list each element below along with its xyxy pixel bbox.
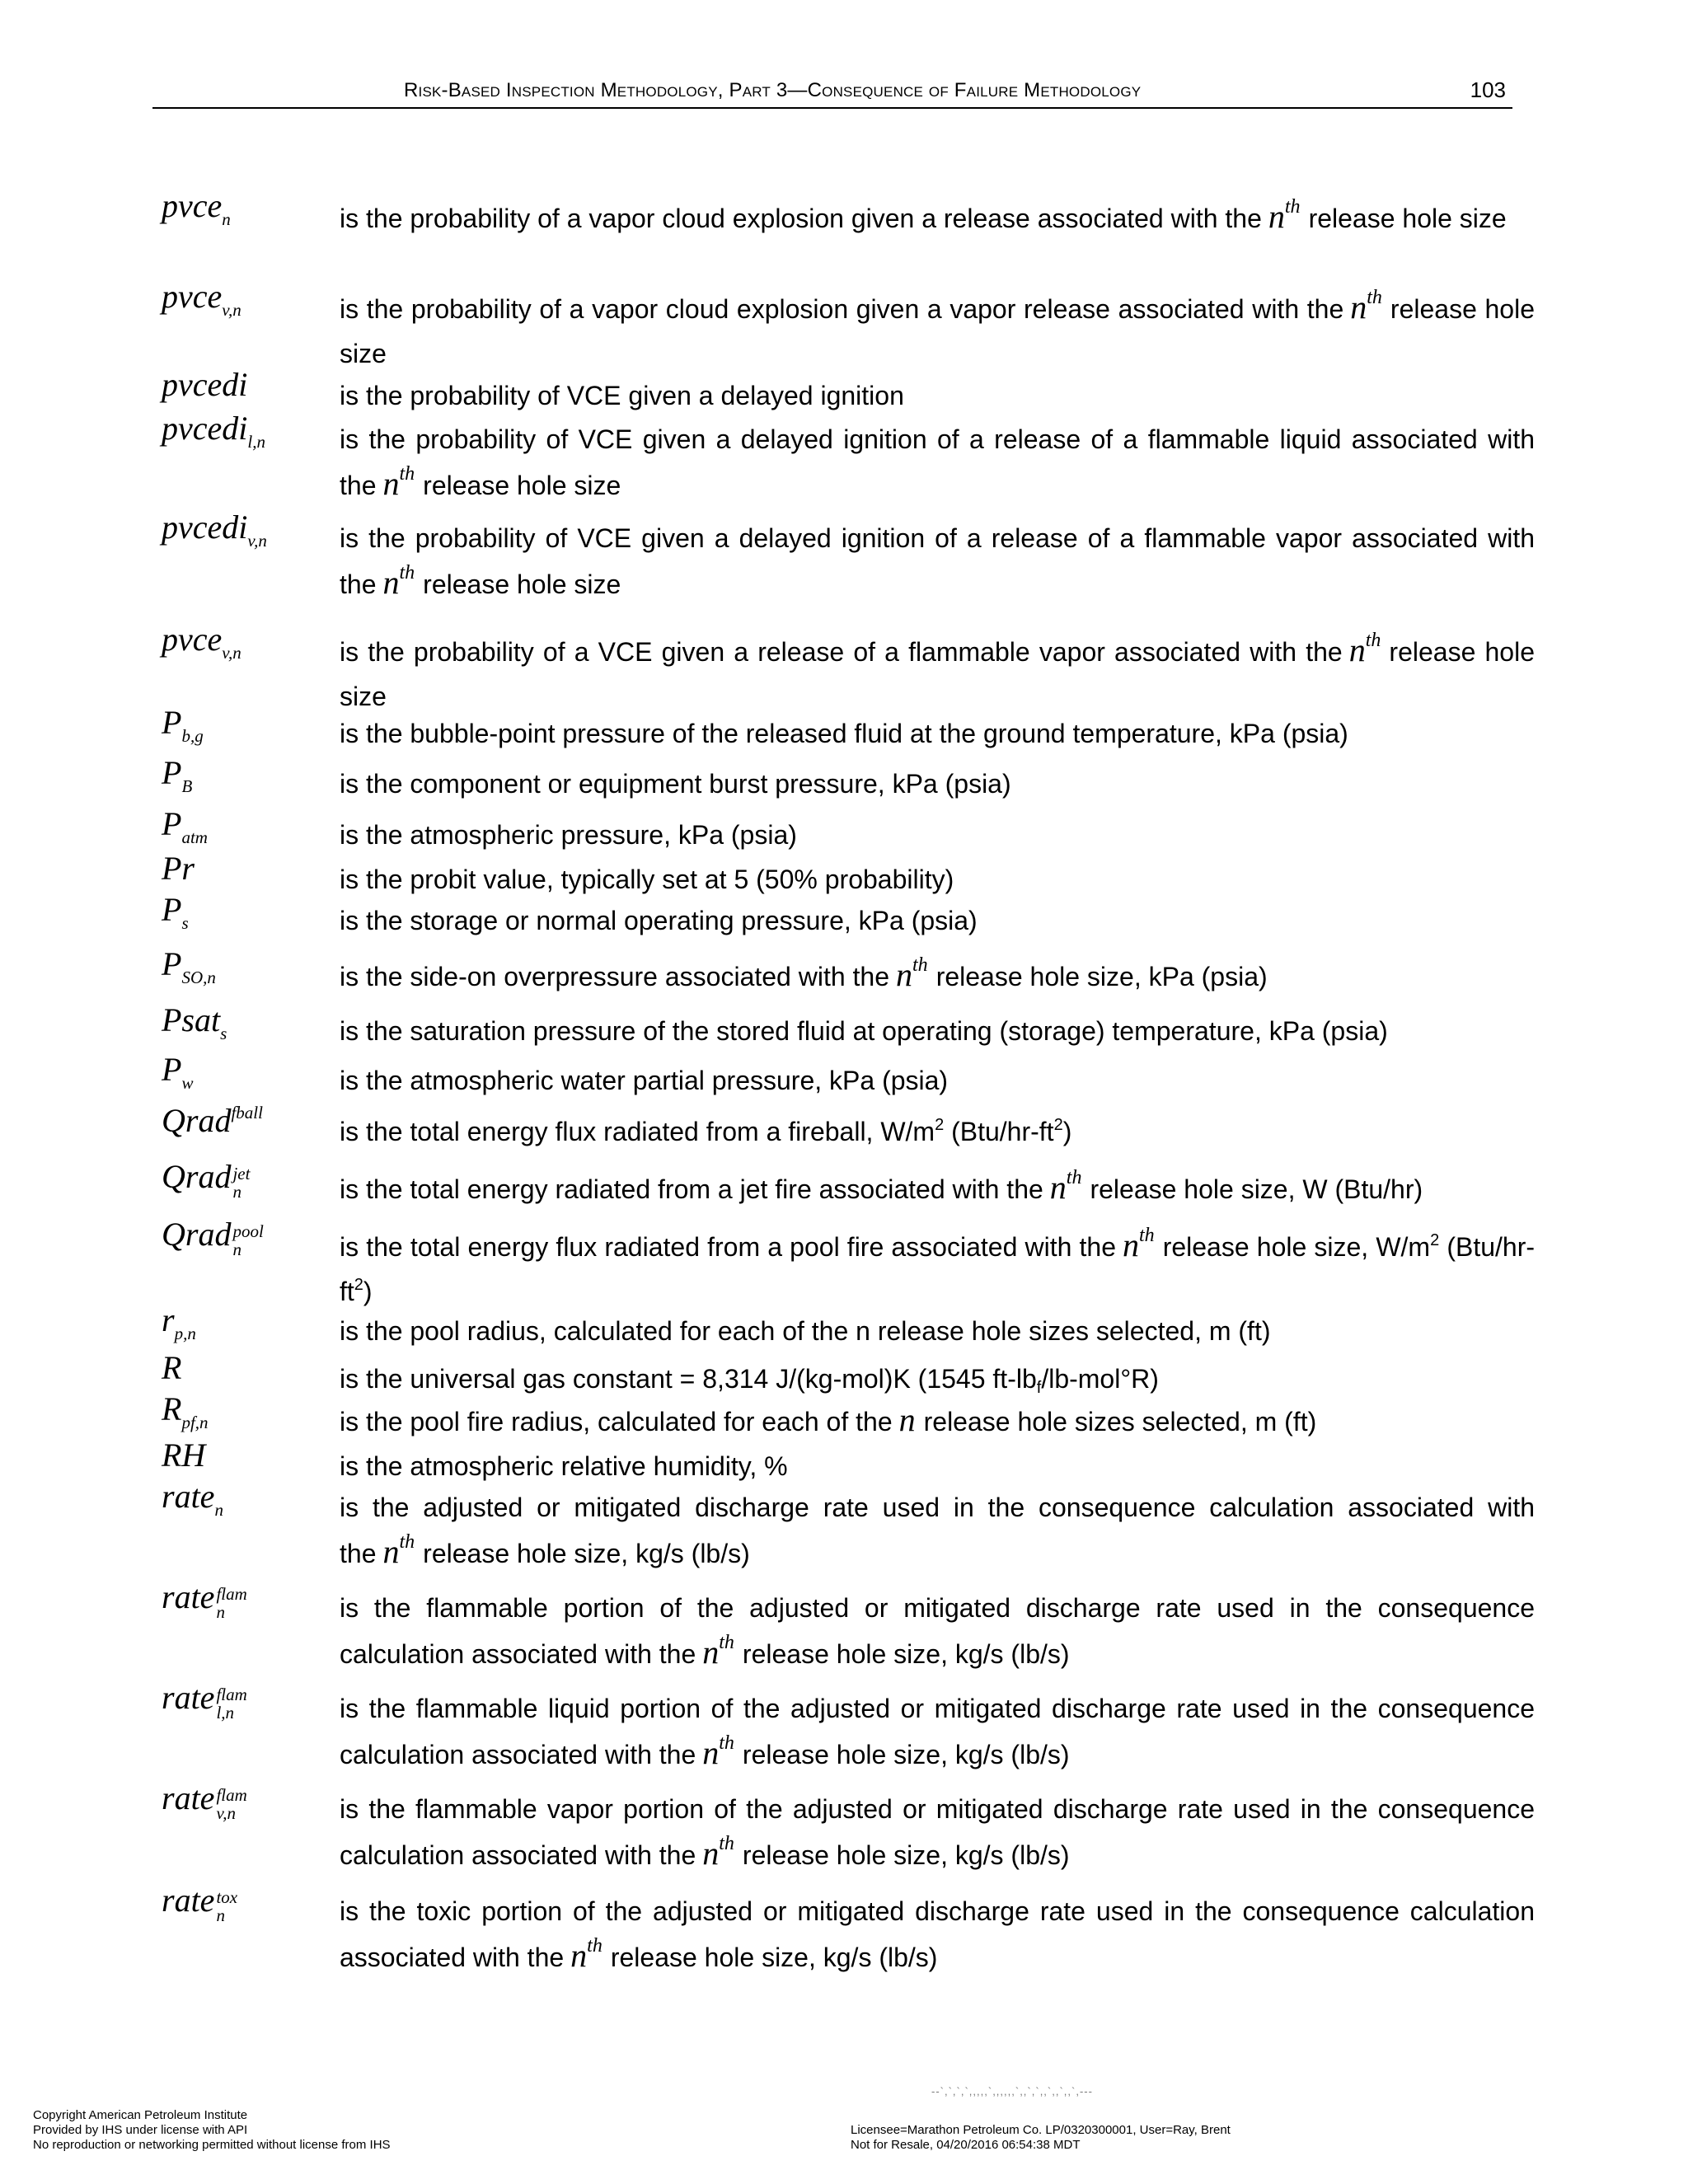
term-definition: is the pool fire radius, calculated for each of the n release hole sizes selected, m (ft) xyxy=(340,1401,1317,1438)
nth-symbol: $n^{th}$ xyxy=(896,954,928,993)
term-definition: is the flammable liquid portion of the adjusted or mitigated discharge rate used in the consequence calculation associated with the $n^{th}$ release hole size, kg/s (lb/s) xyxy=(340,1694,1535,1771)
nth-symbol: $n^{th}$ xyxy=(702,1833,734,1872)
term-symbol: Qrad jet n xyxy=(162,1158,251,1202)
term-symbol: $P_w$ xyxy=(162,1051,194,1093)
term-symbol: $P_B$ xyxy=(162,754,193,796)
term-symbol: rate flam n xyxy=(162,1578,247,1622)
nth-symbol: $n^{th}$ xyxy=(1123,1225,1155,1263)
term-symbol: $P_{atm}$ xyxy=(162,805,208,847)
term-symbol: pvce$_n$ xyxy=(162,187,231,229)
term-symbol: pvcedi$_{l,n}$ xyxy=(162,410,265,452)
term-symbol: pvce$_{v,n}$ xyxy=(162,278,241,320)
term-definition: is the atmospheric relative humidity, % xyxy=(340,1451,788,1481)
term-definition: is the probability of VCE given a delayed ignition of a release of a flammable liquid associated with the $n^{th}$ release hole size xyxy=(340,424,1535,502)
nth-symbol: $n^{th}$ xyxy=(1348,630,1381,668)
term-definition: is the flammable vapor portion of the adjusted or mitigated discharge rate used in the consequence calculation associated with the $n^{th}$ release hole size, kg/s (lb/s) xyxy=(340,1794,1535,1872)
running-header xyxy=(152,77,1512,109)
term-symbol: pvce$_{v,n}$ xyxy=(162,621,241,663)
term-definition: is the total energy flux radiated from a pool fire associated with the $n^{th}$ release hole size, $W/m^2$ $(Btu/hr-ft^2)$ xyxy=(340,1225,1536,1306)
term-definition: is the pool radius, calculated for each of the n release hole sizes selected, m (ft) xyxy=(340,1316,1271,1346)
term-definition: is the side-on overpressure associated with the $n^{th}$ release hole size, kPa (psia) xyxy=(340,954,1268,993)
nth-symbol: $n^{th}$ xyxy=(570,1935,603,1974)
term-definition: is the probability of VCE given a delayed ignition of a release of a flammable vapor associated with the $n^{th}$ release hole size xyxy=(340,523,1535,601)
term-symbol: rate flam v,n xyxy=(162,1779,247,1823)
nth-symbol: $n^{th}$ xyxy=(702,1632,734,1671)
header-title: Risk-Based Inspection Methodology, Part 3—Consequence of Failure Methodology xyxy=(404,79,1142,101)
footer-left: Copyright American Petroleum Institute Provided by IHS under license with API No reproduction or networking permitted without license from IHS xyxy=(33,2108,391,2152)
term-definition: is the toxic portion of the adjusted or mitigated discharge rate used in the consequence calculation associated with the $n^{th}$ release hole size, kg/s (lb/s) xyxy=(340,1896,1535,1974)
term-symbol: Psat$_s$ xyxy=(162,1001,227,1043)
nth-symbol: $n^{th}$ xyxy=(382,463,415,502)
term-symbol: Pr xyxy=(162,850,195,887)
term-definition: is the atmospheric water partial pressure, kPa (psia) xyxy=(340,1066,949,1095)
nth-symbol: $n^{th}$ xyxy=(702,1732,734,1771)
term-definition: is the probit value, typically set at 5 (50% probability) xyxy=(340,865,954,894)
term-definition: is the probability of a vapor cloud explosion given a release associated with the $n^{th}$ release hole size xyxy=(340,196,1507,235)
term-definition: is the total energy flux radiated from a fireball, $W/m^2$ $(Btu/hr-ft^2)$ xyxy=(340,1116,1072,1146)
term-symbol: pvcedi$_{v,n}$ xyxy=(162,509,267,551)
nth-symbol: $n^{th}$ xyxy=(1268,196,1301,235)
term-definition: is the probability of a VCE given a release of a flammable vapor associated with the $n^{th}$ release hole size xyxy=(340,630,1536,711)
nth-symbol: $n^{th}$ xyxy=(382,562,415,601)
term-definition: is the saturation pressure of the stored fluid at operating (storage) temperature, kPa (psia) xyxy=(340,1016,1388,1046)
nth-symbol: $n^{th}$ xyxy=(1350,287,1382,326)
nth-symbol: $n^{th}$ xyxy=(382,1531,415,1570)
term-symbol: Qrad pool n xyxy=(162,1216,264,1259)
term-symbol: rate tox n xyxy=(162,1882,238,1925)
term-symbol: rate flam l,n xyxy=(162,1679,247,1722)
term-definition: is the adjusted or mitigated discharge rate used in the consequence calculation associated with the $n^{th}$ release hole size, kg/s (lb/s) xyxy=(340,1493,1535,1570)
term-definition: is the probability of a vapor cloud explosion given a vapor release associated with the $n^{th}$ release hole size xyxy=(340,287,1536,368)
term-definition: is the probability of VCE given a delayed ignition xyxy=(340,381,904,410)
term-definition: is the bubble-point pressure of the released fluid at the ground temperature, kPa (psia) xyxy=(340,719,1348,748)
term-symbol: $R_{pf,n}$ xyxy=(162,1390,209,1432)
page-number: 103 xyxy=(1470,77,1506,102)
term-symbol: $P_{b,g}$ xyxy=(162,704,204,746)
term-symbol: $r_{p,n}$ xyxy=(162,1301,196,1343)
term-definition: is the flammable portion of the adjusted or mitigated discharge rate used in the consequence calculation associated with the $n^{th}$ release hole size, kg/s (lb/s) xyxy=(340,1593,1535,1671)
nth-symbol: $n^{th}$ xyxy=(1049,1167,1082,1206)
watermark-marks: --`,`,`,`,,,,,`,,,,,,`,,`,`,,`,,`,,`,--- xyxy=(931,2085,1093,2097)
term-symbol: R xyxy=(162,1349,182,1386)
term-symbol: rate$_n$ xyxy=(162,1478,223,1520)
term-definition: is the atmospheric pressure, kPa (psia) xyxy=(340,820,797,850)
term-symbol: pvcedi xyxy=(162,366,248,403)
term-symbol: Qrad$^{fball}$ xyxy=(162,1102,263,1139)
footer-right: Licensee=Marathon Petroleum Co. LP/0320300001, User=Ray, Brent Not for Resale, 04/20/2016 06:54:38 MDT xyxy=(851,2123,1231,2152)
term-definition: is the component or equipment burst pressure, kPa (psia) xyxy=(340,769,1011,799)
term-symbol: $P_{SO,n}$ xyxy=(162,945,216,987)
term-symbol: RH xyxy=(162,1436,206,1474)
term-definition: is the total energy radiated from a jet fire associated with the $n^{th}$ release hole size, W (Btu/hr) xyxy=(340,1167,1423,1206)
term-definition: is the storage or normal operating pressure, kPa (psia) xyxy=(340,906,978,935)
n-symbol: n xyxy=(898,1401,916,1438)
term-definition: is the universal gas constant = 8,314 J/(kg-mol)K (1545 ft-lbf/lb-mol°R) xyxy=(340,1364,1159,1397)
term-symbol: $P_s$ xyxy=(162,891,189,933)
